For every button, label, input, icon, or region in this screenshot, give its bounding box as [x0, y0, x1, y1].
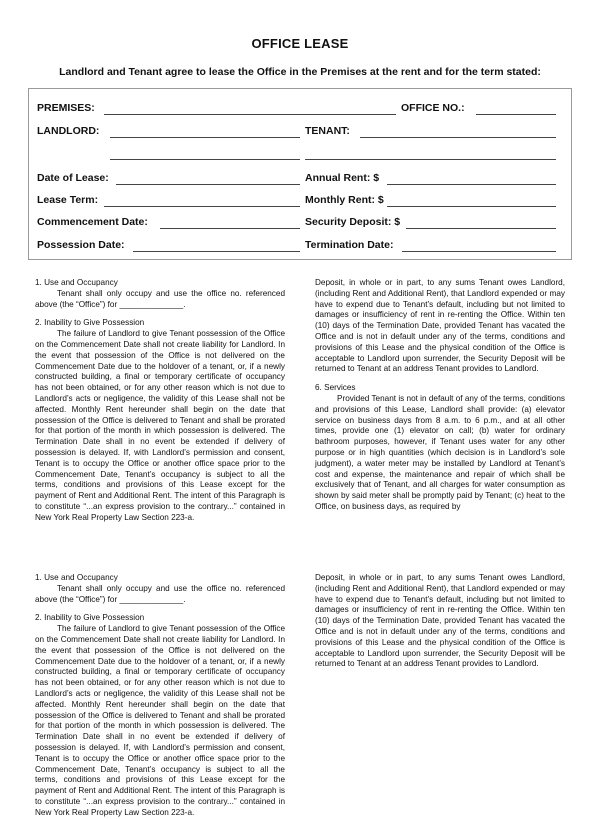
- office-no-field[interactable]: [476, 114, 556, 115]
- section-2-body-repeat: The failure of Landlord to give Tenant possession of the Office on the Commencement Date shall not create liability for Landlord. In the event that possession of the Office is not delivered on the Commencement Date due to the holdover of a tenant, or, if a newly constructed building, a final or temporary certificate of occupancy has not been obtained, or for any other reason which is not due to Landlord’s acts or negligence, the validity of this Lease shall not be affected. Monthly Rent hereunder shall begin on the date that possession of the Office is delivered to Tenant and shall be prorated for that portion of the month in which possession is delivered. The Termination Date shall in no event be extended if delivery of possession is delayed. If, with Landlord’s permission and consent, Tenant is to occupy the Office or another office space prior to the Commencement Date, Tenant’s occupancy is subject to all the terms, conditions and provisions of this Lease except for the payment of Rent and Additional Rent. The intent of this Paragraph is to constitute “...an express provision to the contrary...” contained in New York Real Property Law Section 223-a.: [35, 624, 285, 817]
- possession-date-field[interactable]: [133, 251, 300, 252]
- section-2-heading: 2. Inability to Give Possession: [35, 318, 145, 328]
- document-title: OFFICE LEASE: [251, 36, 349, 51]
- premises-label: PREMISES:: [37, 102, 95, 114]
- possession-date-label: Possession Date:: [37, 239, 125, 251]
- annual-rent-field[interactable]: [387, 184, 556, 185]
- office-no-label: OFFICE NO.:: [401, 102, 465, 114]
- right-column-text-repeat: [315, 573, 565, 725]
- tenant-field[interactable]: [360, 137, 556, 138]
- left-column-text: [35, 278, 285, 556]
- termination-date-label: Termination Date:: [305, 239, 394, 251]
- date-of-lease-label: Date of Lease:: [37, 172, 109, 184]
- date-of-lease-field[interactable]: [116, 184, 300, 185]
- premises-field[interactable]: [104, 114, 396, 115]
- section-1-body: Tenant shall only occupy and use the office no. referenced above (the “Office”) for ______________.: [35, 288, 285, 309]
- security-deposit-label: Security Deposit: $: [305, 216, 401, 228]
- monthly-rent-field[interactable]: [387, 206, 556, 207]
- tenant-label: TENANT:: [305, 125, 350, 137]
- termination-date-field[interactable]: [402, 251, 556, 252]
- landlord-field-line-2[interactable]: [110, 159, 300, 160]
- tenant-field-line-2[interactable]: [305, 159, 556, 160]
- security-deposit-field[interactable]: [406, 228, 556, 229]
- left-column-text-repeat: [35, 573, 285, 817]
- section-2-body: The failure of Landlord to give Tenant possession of the Office on the Commencement Date shall not create liability for Landlord. In the event that possession of the Office is not delivered on the Commencement Date due to the holdover of a tenant, or, if a newly constructed building, a final or temporary certificate of occupancy has not been obtained, or for any other reason which is not due to Landlord’s acts or negligence, the validity of this Lease shall not be affected. Monthly Rent hereunder shall begin on the date that possession of the Office is delivered to Tenant and shall be prorated for that portion of the month in which possession is delivered. The Termination Date shall in no event be extended if delivery of possession is delayed. If, with Landlord’s permission and consent, Tenant is to occupy the Office or another office space prior to the Commencement Date, Tenant’s occupancy is subject to all the terms, conditions and provisions of this Lease except for the payment of Rent and Additional Rent. The intent of this Paragraph is to constitute “...an express provision to the contrary...” contained in New York Real Property Law Section 223-a.: [35, 329, 285, 522]
- section-1-heading-repeat: 1. Use and Occupancy: [35, 573, 118, 582]
- commencement-date-label: Commencement Date:: [37, 216, 148, 228]
- right-column-text: [315, 278, 565, 556]
- annual-rent-label: Annual Rent: $: [305, 172, 380, 184]
- section-6-heading: 6. Services: [315, 383, 356, 393]
- monthly-rent-label: Monthly Rent: $: [305, 194, 384, 206]
- lease-term-field[interactable]: [104, 206, 300, 207]
- section-1-body-repeat: Tenant shall only occupy and use the office no. referenced above (the “Office”) for ______________.: [35, 583, 285, 604]
- section-2-heading-repeat: 2. Inability to Give Possession: [35, 613, 145, 623]
- section-6-body: Provided Tenant is not in default of any of the terms, conditions and provisions of this Lease, Landlord shall provide: (a) elevator service on business days from 8 a.m. to 6 p.m., and at all other times, provide one (1) elevator on call; (b) water for ordinary bathroom purposes, however, if Tenant uses water for any other purpose or in high quantities (which decision is in Landlord’s sole judgment), a water meter may be installed by Landlord at Tenant’s cost and expense, the maintenance and repair of which shall be exclusively that of Tenant, and all charges for water consumption as shown by said meter shall be promptly paid by Tenant; (c) heat to the Office, on business days, as required by: [315, 393, 565, 511]
- commencement-date-field[interactable]: [160, 228, 300, 229]
- section-1-heading: 1. Use and Occupancy: [35, 278, 118, 287]
- landlord-field[interactable]: [110, 137, 300, 138]
- lease-term-label: Lease Term:: [37, 194, 99, 206]
- security-deposit-clause: Deposit, in whole or in part, to any sums Tenant owes Landlord, (including Rent and Additional Rent), that Landlord expended or may have to expend due to Tenant’s default, including but not limited to damages or insufficiency of rent in re-renting the Office. Within ten (10) days of the Termination Date, provided Tenant has vacated the Office and is not in default under any of the terms, conditions and provisions of this Lease and the physical condition of the Office is acceptable to Landlord upon surrender, the Security Deposit will be returned to Tenant at an address Tenant provides to Landlord.: [315, 278, 565, 374]
- intro-statement: Landlord and Tenant agree to lease the Office in the Premises at the rent and for the term stated:: [59, 66, 541, 78]
- landlord-label: LANDLORD:: [37, 125, 100, 137]
- security-deposit-clause-repeat: Deposit, in whole or in part, to any sums Tenant owes Landlord, (including Rent and Additional Rent), that Landlord expended or may have to expend due to Tenant’s default, including but not limited to damages or insufficiency of rent in re-renting the Office. Within ten (10) days of the Termination Date, provided Tenant has vacated the Office and is not in default under any of the terms, conditions and provisions of this Lease and the physical condition of the Office is acceptable to Landlord upon surrender, the Security Deposit will be returned to Tenant at an address Tenant provides to Landlord.: [315, 573, 565, 669]
